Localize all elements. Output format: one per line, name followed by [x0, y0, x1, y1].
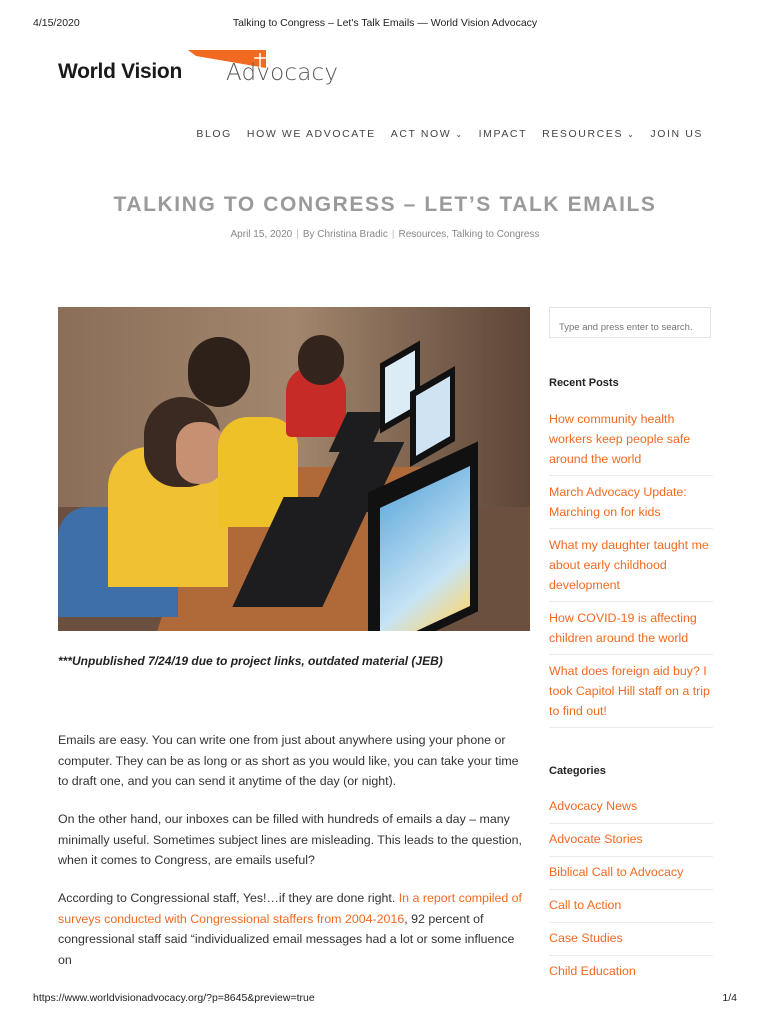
nav-label: RESOURCES — [542, 128, 624, 140]
print-date: 4/15/2020 — [33, 17, 80, 29]
search-input[interactable] — [549, 307, 711, 338]
post-categories[interactable]: Resources, Talking to Congress — [398, 229, 540, 240]
recent-post-link[interactable]: How community health workers keep people safe around the world — [549, 407, 713, 476]
recent-post-link[interactable]: March Advocacy Update: Marching on for kids — [549, 480, 713, 529]
unpublished-note: ***Unpublished 7/24/19 due to project links, outdated material (JEB) — [58, 654, 443, 668]
nav-blog[interactable] — [196, 128, 232, 140]
chevron-down-icon: ⌄ — [455, 129, 464, 139]
post-author[interactable]: By Christina Bradic — [302, 229, 388, 240]
print-header — [0, 17, 770, 33]
report-link[interactable]: In a report compiled of surveys conducted with Congressional staffers from 2004-2016 — [58, 891, 523, 926]
category-link[interactable]: Child Education — [549, 964, 636, 978]
nav-join-us[interactable] — [650, 128, 703, 140]
category-link[interactable]: Advocacy News — [549, 795, 713, 824]
recent-post-link[interactable]: What my daughter taught me about early childhood development — [549, 533, 713, 602]
nav-label: HOW WE ADVOCATE — [246, 128, 376, 140]
post-meta: April 15, 2020 | By Christina Bradic | Resources, Talking to Congress — [230, 229, 540, 240]
print-page-title: Talking to Congress – Let's Talk Emails — World Vision Advocacy — [232, 17, 538, 29]
recent-post-link[interactable]: What does foreign aid buy? I took Capitol Hill staff on a trip to find out! — [549, 659, 713, 728]
nav-act-now[interactable] — [391, 128, 464, 140]
hero-photo — [58, 307, 530, 631]
print-footer — [0, 992, 770, 1008]
recent-post-link[interactable]: How COVID-19 is affecting children around the world — [549, 606, 713, 655]
categories-list — [549, 795, 713, 992]
article-paragraph-1: Emails are easy. You can write one from just about anywhere using your phone or computer. They can be as long or as short as you would like, you can take your time to draft one, and you can send it anytime of the day (or night). — [58, 733, 519, 788]
nav-label: IMPACT — [478, 128, 528, 140]
article-paragraph-3 — [58, 888, 530, 970]
category-link[interactable]: Advocate Stories — [549, 828, 713, 857]
paragraph-text: , 92 percent of congressional staff said “individualized email messages had a lot or some influence on — [58, 911, 515, 967]
nav-label: BLOG — [196, 128, 232, 140]
logo-brand-text: World Vision — [58, 60, 182, 83]
article-paragraph-2: On the other hand, our inboxes can be filled with hundreds of emails a day – many minimally useful. Sometimes subject lines are misleading. This leads to the question, when it comes to Congress, are emails useful? — [58, 812, 522, 867]
paragraph-text: According to Congressional staff, Yes!…if they are done right. — [58, 891, 399, 905]
categories-heading: Categories — [549, 765, 606, 777]
logo-sub-text: Advocacy — [226, 60, 339, 86]
print-url: https://www.worldvisionadvocacy.org/?p=8645&preview=true — [33, 992, 315, 1004]
nav-resources[interactable] — [542, 128, 635, 140]
print-page-number: 1/4 — [722, 992, 737, 1004]
nav-label: ACT NOW — [390, 128, 452, 140]
nav-how-we-advocate[interactable] — [247, 128, 376, 140]
nav-label: JOIN US — [650, 128, 703, 140]
chevron-down-icon: ⌄ — [627, 129, 636, 139]
category-link[interactable]: Call to Action — [549, 894, 713, 923]
recent-posts-heading: Recent Posts — [549, 377, 619, 389]
nav-impact[interactable] — [479, 128, 528, 140]
recent-posts-list — [549, 407, 713, 732]
category-link[interactable]: Biblical Call to Advocacy — [549, 861, 713, 890]
site-logo[interactable] — [58, 48, 339, 90]
category-link[interactable]: Case Studies — [549, 927, 713, 956]
post-title: TALKING TO CONGRESS – LET’S TALK EMAILS — [113, 193, 657, 216]
post-date: April 15, 2020 — [230, 229, 293, 240]
main-nav — [181, 128, 703, 140]
